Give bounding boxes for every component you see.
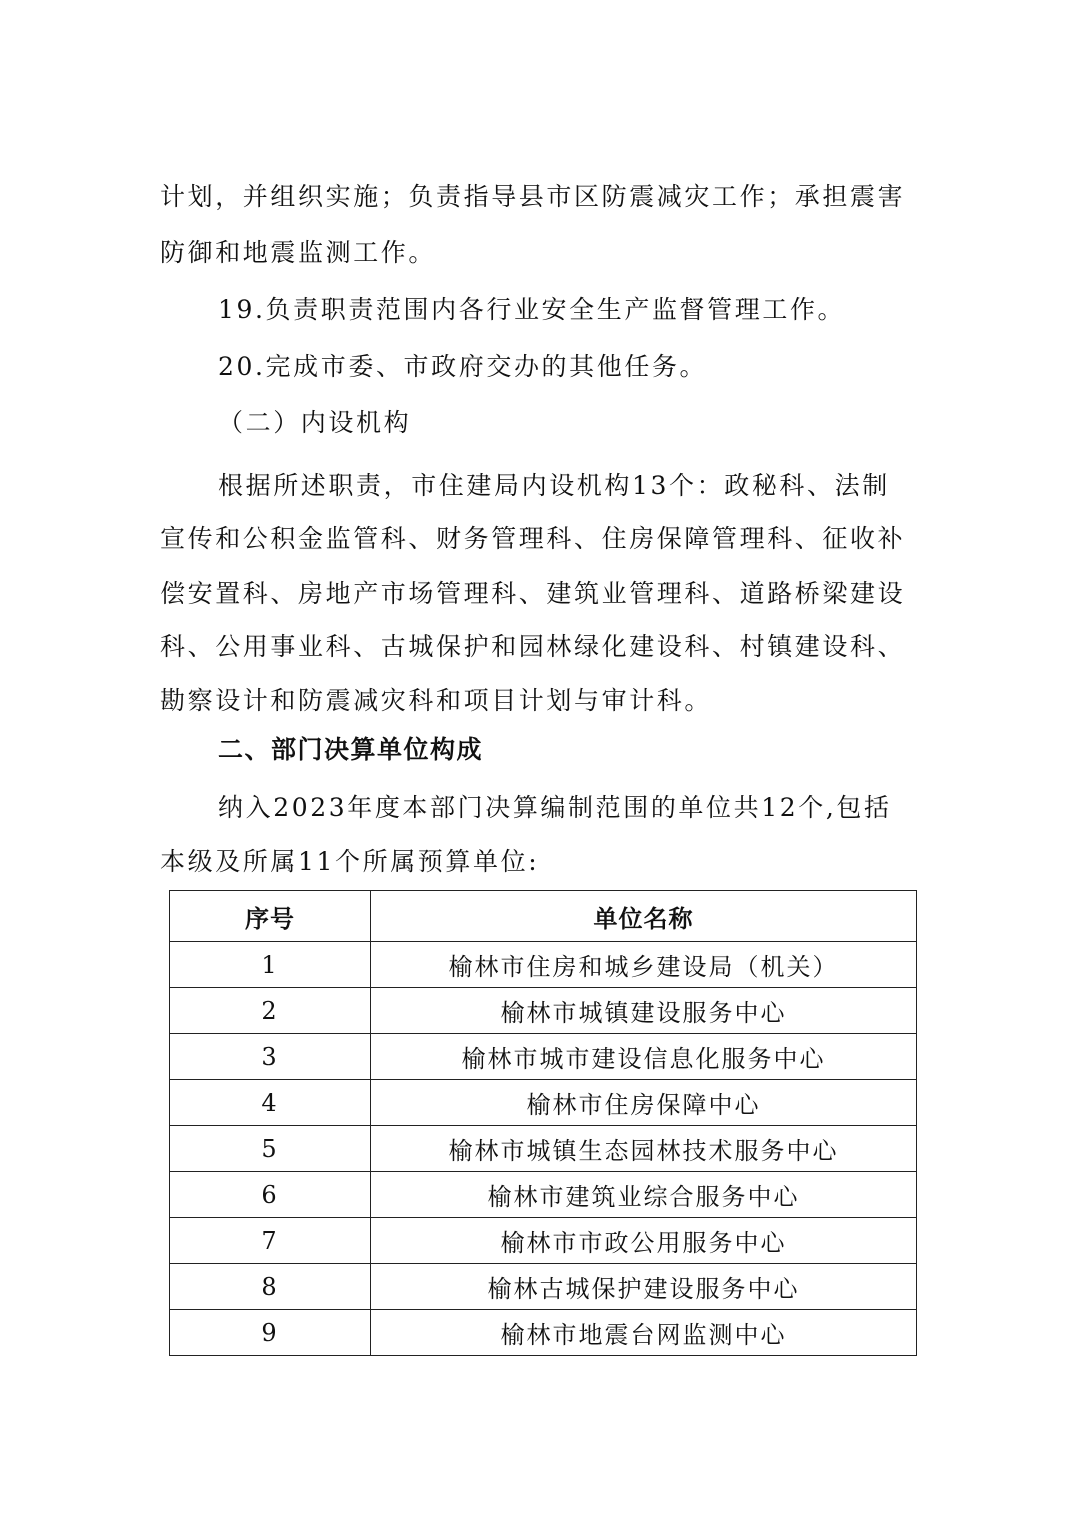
paragraph-line: 宣传和公积金监管科、财务管理科、住房保障管理科、征收补 (160, 524, 906, 553)
row-unit-name: 榆林市市政公用服务中心 (371, 1218, 917, 1264)
column-header-unit-name: 单位名称 (371, 891, 917, 942)
table-row (170, 1080, 917, 1126)
row-index: 6 (170, 1172, 371, 1218)
row-index: 5 (170, 1126, 371, 1172)
row-index: 9 (170, 1310, 371, 1356)
table-row (170, 1218, 917, 1264)
row-unit-name: 榆林市城镇建设服务中心 (371, 988, 917, 1034)
section-subheading: （二）内设机构 (218, 408, 412, 437)
paragraph-line: 纳入2023年度本部门决算编制范围的单位共12个,包括 (218, 793, 892, 822)
row-index: 7 (170, 1218, 371, 1264)
paragraph-line: 计划，并组织实施；负责指导县市区防震减灾工作；承担震害 (160, 182, 906, 211)
table-row (170, 1034, 917, 1080)
units-table (169, 890, 917, 1356)
table-row (170, 1264, 917, 1310)
paragraph-line: 偿安置科、房地产市场管理科、建筑业管理科、道路桥梁建设 (160, 579, 906, 608)
paragraph-line: 本级及所属11个所属预算单位: (160, 847, 540, 876)
table-header-row (170, 891, 917, 942)
row-unit-name: 榆林市建筑业综合服务中心 (371, 1172, 917, 1218)
row-unit-name: 榆林市城镇生态园林技术服务中心 (371, 1126, 917, 1172)
table-row (170, 942, 917, 988)
list-item-20: 20.完成市委、市政府交办的其他任务。 (218, 352, 708, 381)
section-heading: 二、部门决算单位构成 (218, 735, 484, 764)
row-unit-name: 榆林市地震台网监测中心 (371, 1310, 917, 1356)
table-row (170, 1172, 917, 1218)
row-index: 1 (170, 942, 371, 988)
row-unit-name: 榆林市住房保障中心 (371, 1080, 917, 1126)
row-index: 8 (170, 1264, 371, 1310)
table-row (170, 1126, 917, 1172)
paragraph-line: 勘察设计和防震减灾科和项目计划与审计科。 (160, 686, 713, 715)
paragraph-line: 根据所述职责，市住建局内设机构13个：政秘科、法制 (218, 471, 890, 500)
row-unit-name: 榆林市住房和城乡建设局（机关） (371, 942, 917, 988)
row-index: 4 (170, 1080, 371, 1126)
table-row (170, 988, 917, 1034)
column-header-index: 序号 (170, 891, 371, 942)
row-index: 2 (170, 988, 371, 1034)
table-row (170, 1310, 917, 1356)
row-unit-name: 榆林古城保护建设服务中心 (371, 1264, 917, 1310)
paragraph-line: 防御和地震监测工作。 (160, 238, 437, 267)
row-unit-name: 榆林市城市建设信息化服务中心 (371, 1034, 917, 1080)
paragraph-line: 科、公用事业科、古城保护和园林绿化建设科、村镇建设科、 (160, 632, 906, 661)
list-item-19: 19.负责职责范围内各行业安全生产监督管理工作。 (218, 295, 846, 324)
row-index: 3 (170, 1034, 371, 1080)
